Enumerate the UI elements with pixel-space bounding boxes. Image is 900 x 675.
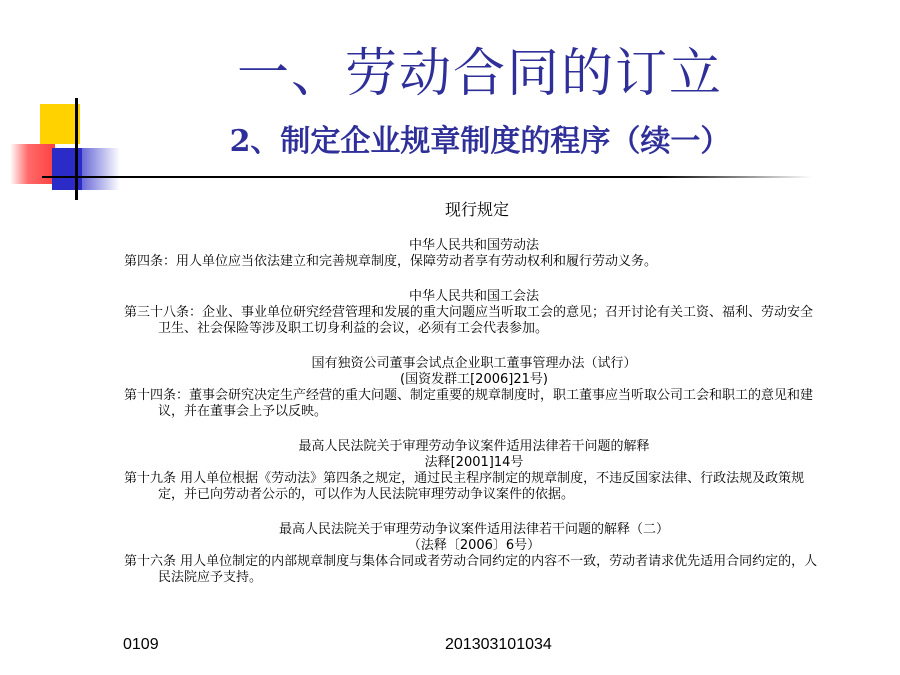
law-article: 第四条：用人单位应当依法建立和完善规章制度，保障劳动者享有劳动权利和履行劳动义务。: [124, 254, 658, 269]
law-block: [124, 356, 824, 420]
slide-title: 一、劳动合同的订立: [236, 44, 723, 104]
law-title: 中华人民共和国工会法: [408, 289, 539, 304]
law-title: 国有独资公司董事会试点企业职工董事管理办法（试行）: [311, 356, 637, 371]
law-document-number: (国资发群工[2006]21号): [400, 372, 548, 387]
law-document-number: （法释〔2006〕6号）: [407, 538, 541, 553]
section-heading: 现行规定: [444, 200, 509, 219]
law-title: 中华人民共和国劳动法: [408, 238, 539, 253]
law-article: 第三十八条：企业、事业单位研究经营管理和发展的重大问题应当听取工会的意见；召开讨论有关工资、福利、劳动安全卫生、社会保险等涉及职工切身利益的会议，必须有工会代表参加。: [124, 305, 814, 336]
law-title: 最高人民法院关于审理劳动争议案件适用法律若干问题的解释（二）: [278, 522, 669, 537]
law-article: 第十九条 用人单位根据《劳动法》第四条之规定，通过民主程序制定的规章制度，不违反国家法律、行政法规及政策规定，并已向劳动者公示的，可以作为人民法院审理劳动争议案件的依据。: [124, 471, 805, 502]
slide-subtitle: 2、制定企业规章制度的程序（续一）: [229, 124, 731, 159]
law-block: [124, 439, 824, 503]
law-block: [124, 289, 824, 337]
law-article: 第十六条 用人单位制定的内部规章制度与集体合同或者劳动合同约定的内容不一致，劳动者请求优先适用合同约定的，人民法院应予支持。: [124, 554, 818, 585]
footer-code: 0109: [123, 636, 159, 653]
title-underline-rule: [42, 176, 812, 178]
law-block: [124, 238, 824, 270]
law-block: [124, 522, 824, 586]
slide-body: [124, 202, 824, 605]
footer-timestamp: 201303101034: [445, 636, 552, 653]
law-article: 第十四条：董事会研究决定生产经营的重大问题、制定重要的规章制度时，职工董事应当听取公司工会和职工的意见和建议，并在董事会上予以反映。: [124, 388, 814, 419]
law-document-number: 法释[2001]14号: [424, 455, 524, 470]
law-title: 最高人民法院关于审理劳动争议案件适用法律若干问题的解释: [298, 439, 650, 454]
